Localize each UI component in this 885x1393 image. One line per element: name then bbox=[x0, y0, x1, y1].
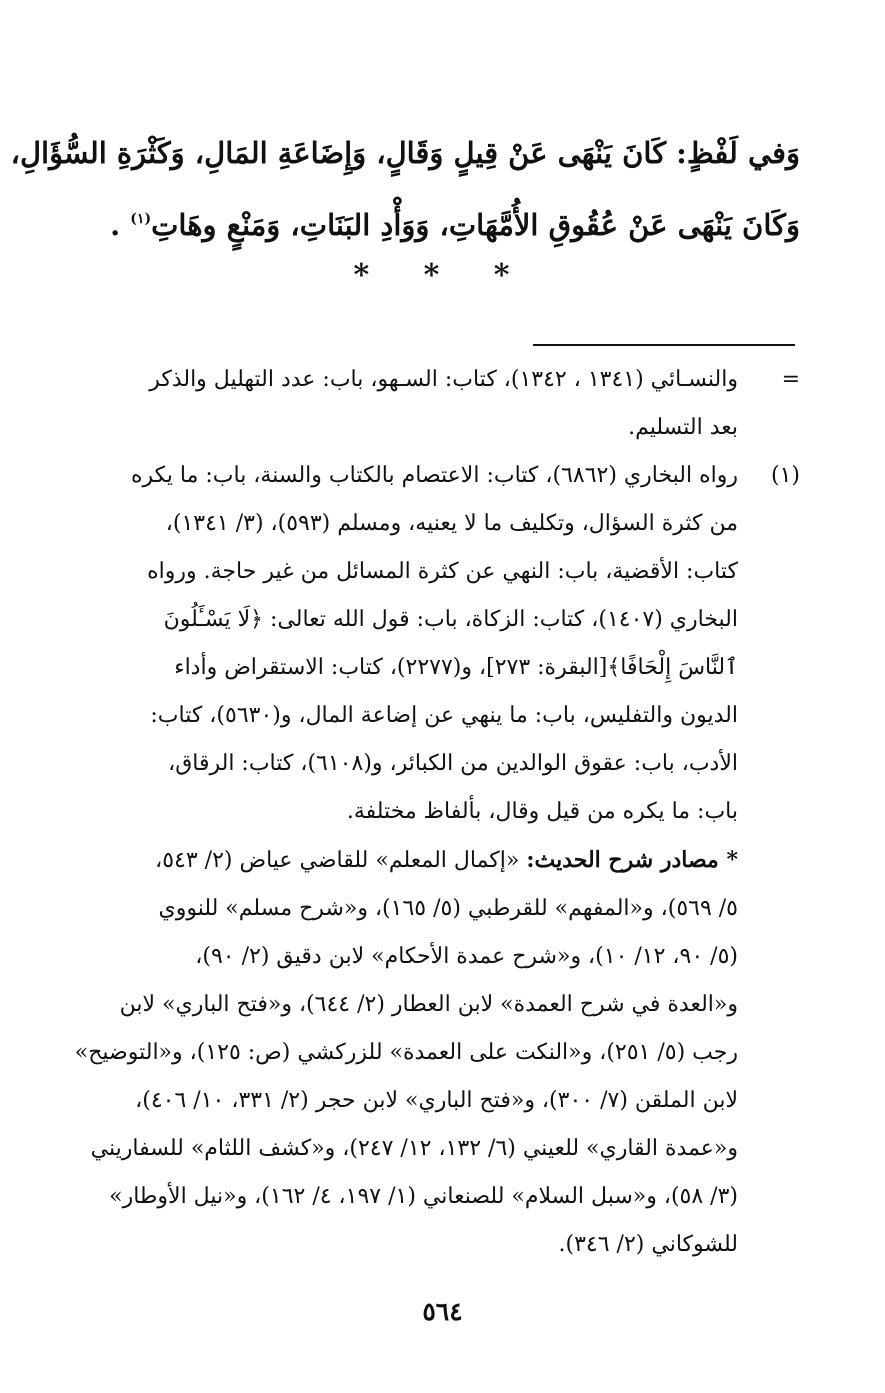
page-number: ٥٦٤ bbox=[422, 1297, 463, 1326]
footnote-line: ٱلنَّاسَ إِلْحَافًا﴾[البقرة: ٢٧٣]، و(٢٢٧٧)، كتاب: الاستقراض وأداء bbox=[174, 655, 738, 680]
continuation-line: بعد التسليم. bbox=[628, 415, 738, 440]
footnote-1-marker: (١) bbox=[770, 463, 800, 488]
sources-line-1 bbox=[80, 836, 738, 885]
footnotes bbox=[74, 356, 800, 1269]
footnote-1-body bbox=[80, 452, 738, 836]
main-line-2-text: وَكَانَ يَنْهَى عَنْ عُقُوقِ الأُمَّهَاتِ، وَوَأْدِ البَنَاتِ، وَمَنْعٍ وهَاتِ bbox=[151, 208, 800, 242]
footnote-line: باب: ما يكره من قيل وقال، بألفاظ مختلفة. bbox=[346, 799, 738, 824]
footnote-continuation bbox=[80, 356, 800, 452]
sources-line: (٣/ ٥٨)، و«سبل السلام» للصنعاني (١/ ١٩٧، ٤/ ١٦٢)، و«نيل الأوطار» bbox=[109, 1184, 738, 1209]
footnote-line: رواه البخاري (٦٨٦٢)، كتاب: الاعتصام بالكتاب والسنة، باب: ما يكره bbox=[130, 463, 738, 488]
sources-line: (٥/ ٩٠، ١٢/ ١٠)، و«شرح عمدة الأحكام» لابن دقيق (٢/ ٩٠)، bbox=[195, 944, 738, 969]
main-line-end: . bbox=[110, 208, 131, 242]
main-hadith-text bbox=[10, 120, 800, 258]
hadith-commentary-sources bbox=[74, 836, 738, 1269]
sources-line: للشوكاني (٢/ ٣٤٦). bbox=[558, 1232, 738, 1257]
footnote-1 bbox=[80, 452, 800, 836]
sources-line: لابن الملقن (٧/ ٣٠٠)، و«فتح الباري» لابن حجر (٢/ ٣٣١، ١٠/ ٤٠٦)، bbox=[135, 1088, 738, 1113]
continuation-marker: = bbox=[781, 367, 800, 392]
sources-line: «إكمال المعلم» للقاضي عياض (٢/ ٥٤٣، bbox=[155, 848, 520, 873]
continuation-body bbox=[80, 356, 738, 452]
footnote-rule bbox=[533, 344, 795, 346]
main-line-2 bbox=[80, 186, 800, 258]
footnote-line: الأدب، باب: عقوق الوالدين من الكبائر، و(٦١٠٨)، كتاب: الرقاق، bbox=[168, 751, 738, 776]
footnote-reference: (١) bbox=[130, 211, 152, 227]
section-separator: * * * bbox=[353, 258, 532, 293]
sources-line: ٥/ ٥٦٩)، و«المفهم» للقرطبي (٥/ ١٦٥)، و«شرح مسلم» للنووي bbox=[158, 896, 738, 921]
sources-line: رجب (٥/ ٢٥١)، و«النكت على العمدة» للزركشي (ص: ١٢٥)، و«التوضيح» bbox=[74, 1040, 738, 1065]
footnote-line: كتاب: الأقضية، باب: النهي عن كثرة المسائل من غير حاجة. ورواه bbox=[147, 559, 738, 584]
sources-line: و«عمدة القاري» للعيني (٦/ ١٣٢، ١٢/ ٢٤٧)، و«كشف اللثام» للسفاريني bbox=[90, 1136, 738, 1161]
sources-line: و«العدة في شرح العمدة» لابن العطار (٢/ ٦٤٤)، و«فتح الباري» لابن bbox=[119, 992, 738, 1017]
footnote-line: الديون والتفليس، باب: ما ينهي عن إضاعة المال، و(٥٦٣٠)، كتاب: bbox=[150, 703, 738, 728]
main-line-1: وَفي لَفْظٍ: كَانَ يَنْهَى عَنْ قِيلٍ وَقَالٍ، وَإِضَاعَةِ المَالِ، وَكَثْرَةِ السُّؤَالِ، bbox=[10, 136, 800, 170]
sources-heading: * مصادر شرح الحديث: bbox=[526, 847, 738, 873]
continuation-line: والنسـائي (١٣٤١ ، ١٣٤٢)، كتاب: السـهو، باب: عدد التهليل والذكر bbox=[149, 367, 738, 392]
footnote-line: البخاري (١٤٠٧)، كتاب: الزكاة، باب: قول الله تعالى: ﴿لَا يَسْـَٔلُونَ bbox=[163, 607, 738, 632]
footnote-line: من كثرة السؤال، وتكليف ما لا يعنيه، ومسلم (٥٩٣)، (٣/ ١٣٤١)، bbox=[165, 511, 738, 536]
